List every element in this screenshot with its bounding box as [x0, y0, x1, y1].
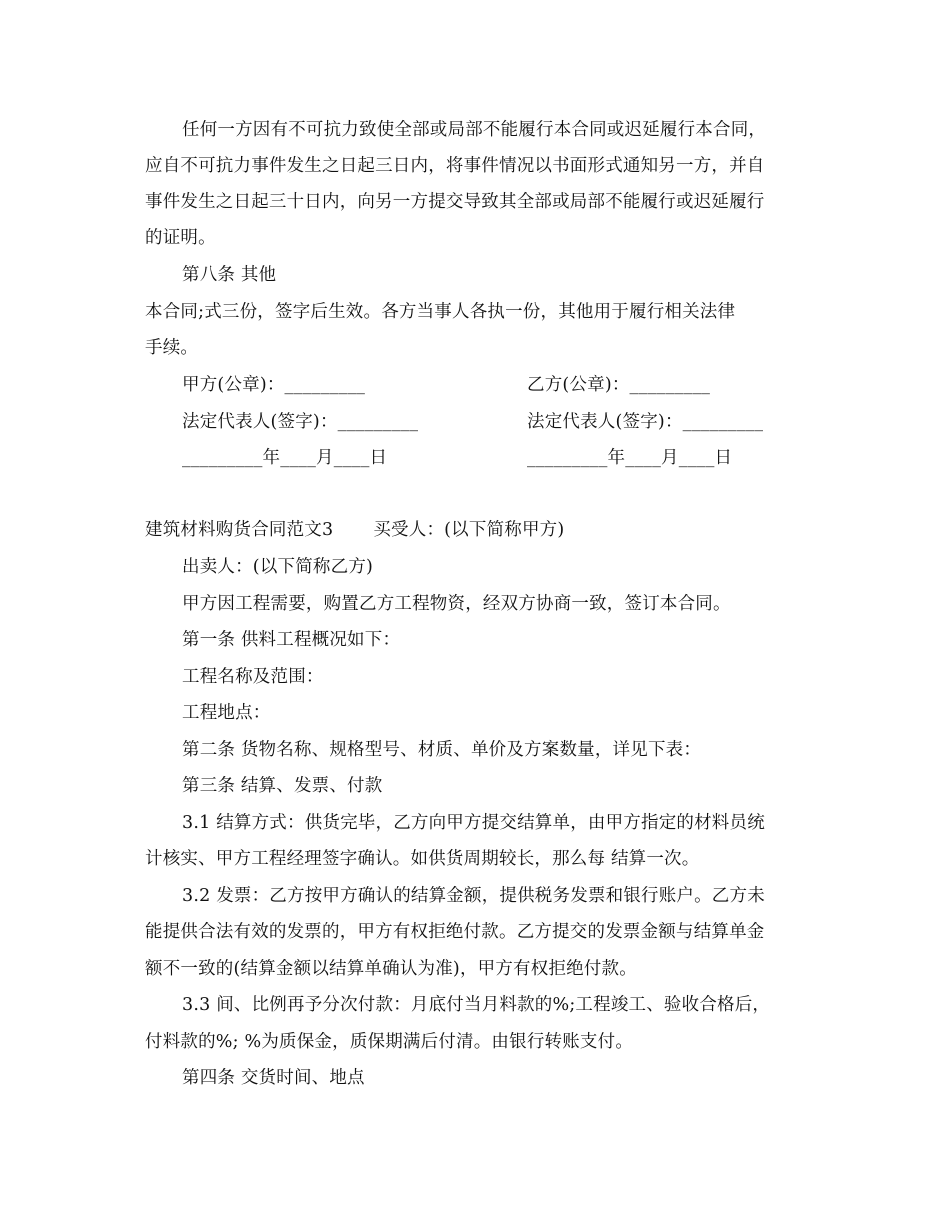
paragraph-force-majeure-line-2: 应自不可抗力事件发生之日起三日内，将事件情况以书面形式通知另一方，并自: [145, 156, 765, 176]
article-2-title: 第二条 货物名称、规格型号、材质、单价及方案数量，详见下表：: [182, 740, 702, 760]
paragraph-force-majeure-line-3: 事件发生之日起三十日内，向另一方提交导致其全部或局部不能履行或迟延履行: [145, 192, 765, 212]
document-title: 建筑材料购货合同范文3: [145, 520, 334, 540]
clause-3-3-line-2: 付料款的%; %为质保金，质保期满后付清。由银行转账支付。: [145, 1032, 634, 1052]
party-b-representative: 法定代表人(签字)：_________: [527, 412, 764, 432]
clause-3-1-line-2: 计核实、甲方工程经理签字确认。如供货周期较长，那么每 结算一次。: [145, 849, 700, 869]
party-a-date: _________年____月____日: [182, 448, 388, 468]
clause-3-1-line-1: 3.1 结算方式：供货完毕，乙方向甲方提交结算单，由甲方指定的材料员统: [182, 813, 765, 833]
project-location-field: 工程地点：: [182, 703, 271, 723]
paragraph-force-majeure-line-4: 的证明。: [145, 228, 216, 248]
party-b-date: _________年____月____日: [527, 448, 733, 468]
clause-3-2-line-2: 能提供合法有效的发票的，甲方有权拒绝付款。乙方提交的发票金额与结算单金: [145, 922, 765, 942]
buyer-line: 买受人：(以下简称甲方): [373, 520, 565, 540]
contract-heading: [145, 518, 564, 542]
paragraph-copies-line-1: 本合同;式三份，签字后生效。各方当事人各执一份，其他用于履行相关法律: [145, 302, 736, 322]
clause-3-3-line-1: 3.3 间、比例再予分次付款：月底付当月料款的%;工程竣工、验收合格后，: [182, 995, 771, 1015]
project-name-field: 工程名称及范围：: [182, 667, 324, 687]
clause-3-2-line-1: 3.2 发票：乙方按甲方确认的结算金额，提供税务发票和银行账户。乙方未: [182, 886, 765, 906]
paragraph-copies-line-2: 手续。: [145, 338, 199, 358]
article-8-title: 第八条 其他: [182, 265, 277, 285]
intro-paragraph: 甲方因工程需要，购置乙方工程物资，经双方协商一致，签订本合同。: [182, 594, 731, 614]
article-4-title: 第四条 交货时间、地点: [182, 1068, 365, 1088]
clause-3-2-line-3: 额不一致的(结算金额以结算单确认为准)，甲方有权拒绝付款。: [145, 959, 637, 979]
party-b-seal: 乙方(公章)：_________: [527, 375, 711, 395]
party-a-seal: 甲方(公章)：_________: [182, 375, 366, 395]
party-a-representative: 法定代表人(签字)：_________: [182, 412, 419, 432]
paragraph-force-majeure-line-1: 任何一方因有不可抗力致使全部或局部不能履行本合同或迟延履行本合同，: [182, 120, 767, 140]
seller-line: 出卖人：(以下简称乙方): [182, 557, 374, 577]
article-1-title: 第一条 供料工程概况如下：: [182, 630, 401, 650]
article-3-title: 第三条 结算、发票、付款: [182, 776, 383, 796]
